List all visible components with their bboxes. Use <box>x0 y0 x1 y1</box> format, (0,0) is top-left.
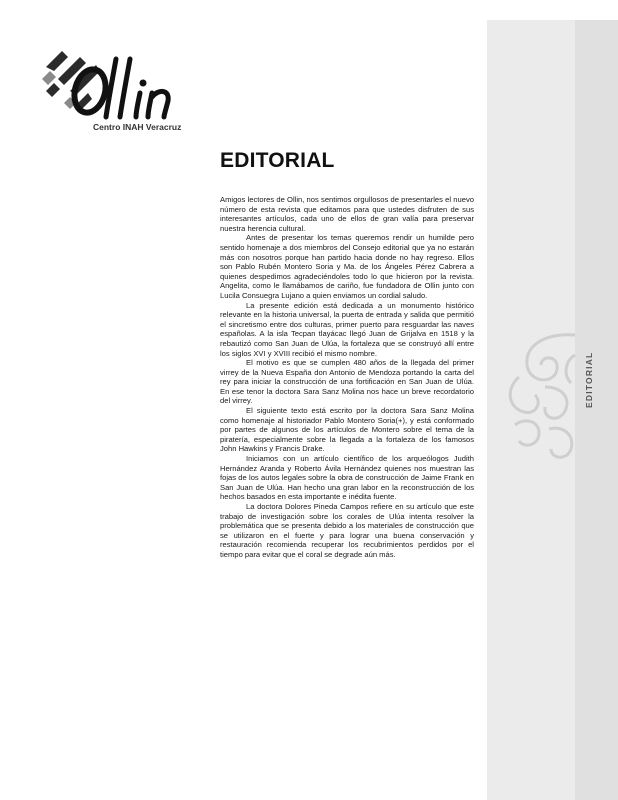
section-tab-strip <box>575 20 618 800</box>
paragraph: La presente edición está dedicada a un monumento histórico relevante en la historia universal, la puerta de entrada y salida que permitió el sincretismo entre dos culturas, primer puerto para resguardar las naves españolas. A la isla Tecpan tlayácac llegó Juan de Grijalva en 1518 y la rebautizó como San Juan de Ulúa, la fortaleza que se construyó allí entre los siglos XVI y XVIII recibió el mismo nombre. <box>220 300 474 358</box>
paragraph: Amigos lectores de Ollin, nos sentimos orgullosos de presentarles el nuevo número de esta revista que editamos para que ustedes disfruten de sus interesantes artículos, cada uno de ellos de gran valía para preservar nuestra herencia cultural. <box>220 195 474 233</box>
decorative-ornament-icon <box>505 325 577 465</box>
page-title: EDITORIAL <box>220 149 335 172</box>
paragraph: El motivo es que se cumplen 480 años de la llegada del primer virrey de la Nueva España don Antonio de Mendoza portando la carta del rey para iniciar la construcción de una fortificación en San Juan de Ulúa. En ese tenor la doctora Sara Sanz Molina nos hace un breve recordatorio del virrey. <box>220 358 474 406</box>
paragraph: El siguiente texto está escrito por la doctora Sara Sanz Molina como homenaje al historiador Pablo Montero Soria(+), y está conformado por partes de algunos de los artículos de Montero sobre el tema de la piratería, especialmente sobre la llegada a la fortaleza de los famosos John Hawkins y Francis Drake. <box>220 406 474 454</box>
paragraph: La doctora Dolores Pineda Campos refiere en su artículo que este trabajo de investigación sobre los corales de Ulúa intenta resolver la problemática que se presenta debido a los materiales de construcción que se utilizaron en el fuerte y para lograr una buena conservación y restauración recomienda recuperar los recubrimientos perdidos por el tiempo para evitar que el coral se degrade aún más. <box>220 502 474 559</box>
section-tab-label: EDITORIAL <box>584 351 594 408</box>
side-panel-top <box>487 0 618 20</box>
paragraph: Iniciamos con un artículo científico de los arqueólogos Judith Hernández Aranda y Roberto Ávila Hernández quienes nos muestran las fojas de los autos legales sobre la obra de construcción de Jaime Frank en San Juan de Ulúa. Han hecho una gran labor en la reconstrucción de los hechos basados en esta importante e inédita fuente. <box>220 454 474 502</box>
paragraph: Antes de presentar los temas queremos rendir un humilde pero sentido homenaje a dos miembros del Consejo editorial que ya no estarán más con nosotros porque han partido hacia donde no hay regreso. Ellos son Pablo Rubén Montero Soria y Ma. de los Ángeles Pérez Cabrera a quienes despedimos agradeciéndoles todo lo que hicieron por la revista. Angelita, como le llamábamos de cariño, fue fundadora de Ollin junto con Lucila Consuegra Lujano a quien enviamos un cordial saludo. <box>220 233 474 300</box>
logo-subtitle: Centro INAH Veracruz <box>93 122 182 132</box>
editorial-body <box>220 195 474 560</box>
